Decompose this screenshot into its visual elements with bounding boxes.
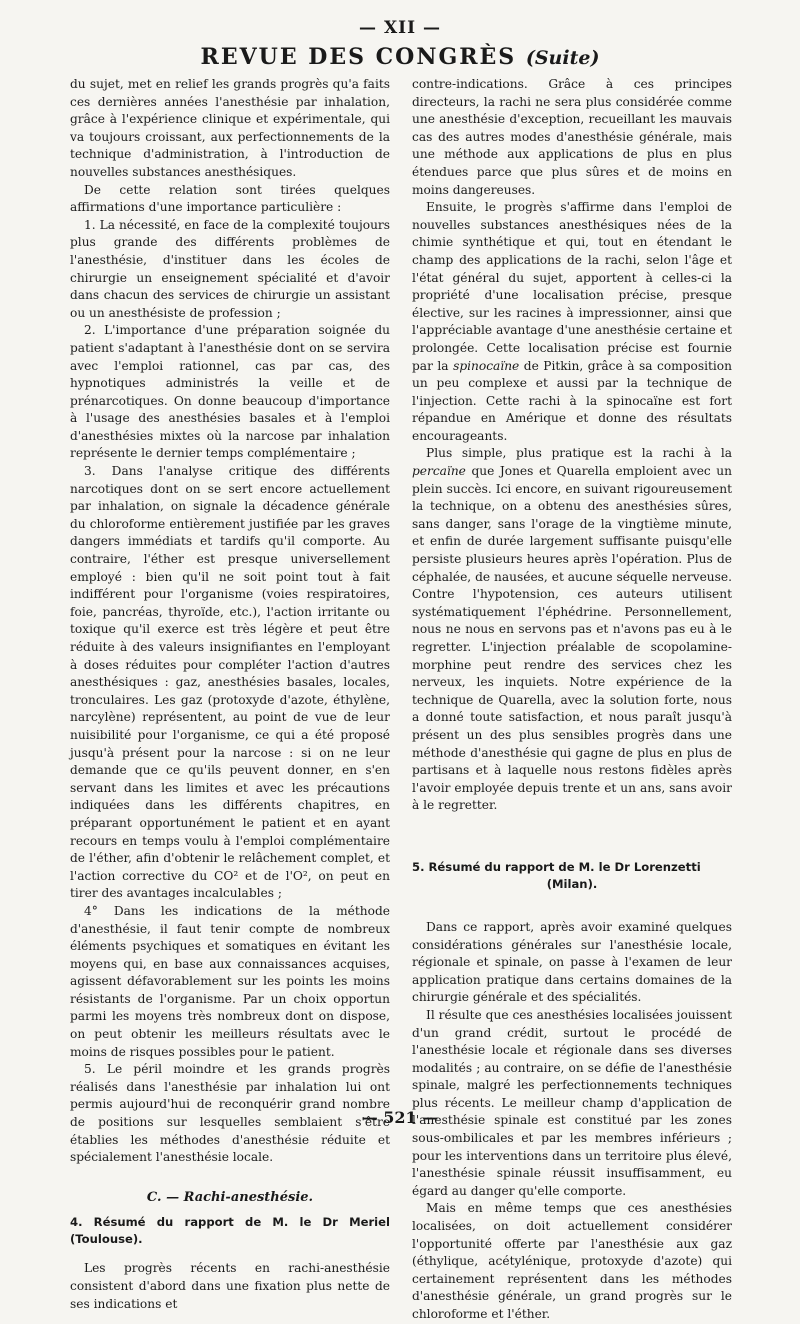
right-paragraph-3 — [412, 445, 732, 814]
left-paragraph-7: 5. Le péril moindre et les grands progrès réalisés dans l'anesthésie par inhalation lui ont permis aujourd'hui de reconquérir grand nombre de positions sur lesquelles semblaient s'être établies les méthodes d'anesthésie réduite et spécialement l'anesthésie locale. — [70, 1062, 390, 1165]
left-paragraph-5: 3. Dans l'analyse critique des différents narcotiques dont on se sert encore actuellement par inhalation, on signale la décadence générale du chloroforme entièrement justifiée par les graves dangers immédiats et tardifs qu'il comporte. Au contraire, l'éther est presque universellement employé : bien qu'il ne soit point tout à fait indifférent pour l'organisme (voies respiratoires, foie, pancréas, thyroïde, etc.), l'action irritante ou toxique qu'il exerce est très légère et peut être réduite à des valeurs insignifiantes en l'employant à doses réduites pour compléter l'action d'autres anesthésiques : gaz, anesthésies basales, locales, tronculaires. Les gaz (protoxyde d'azote, éthylène, narcylène) représentent, au point de vue de leur nuisibilité pour l'organisme, ce qui a été proposé jusqu'à présent pour la narcose : si on ne leur demande que ce qu'ils peuvent donner, en s'en servant dans les limites et avec les précautions indiquées dans les différents chapitres, en préparant opportunément le patient et en ayant recours en temps voulu à l'emploi complémentaire de l'éther, afin d'obtenir le relâchement complet, et l'action corrective du CO² et de l'O², on peut en tirer des avantages incalculables ; — [70, 464, 390, 901]
left-paragraph-1: du sujet, met en relief les grands progrès qu'a faits ces dernières années l'anesthésie par inhalation, grâce à l'expérience clinique et expérimentale, qui va toujours croissant, aux perfectionnements de la technique d'administration, à l'introduction de nouvelles substances anesthésiques. — [70, 77, 390, 179]
spacer — [412, 905, 732, 919]
left-paragraph-4: 2. L'importance d'une préparation soignée du patient s'adaptant à l'anesthésie dont on se servira avec l'emploi rationnel, cas par cas, des hypnotiques administrés la veille et de prénarcotiques. On donne beaucoup d'importance à l'usage des anesthésies basales et à l'emploi d'anesthésies mixtes où la narcose par inhalation représente le dernier temps complémentaire ; — [70, 323, 390, 461]
right-paragraph-3-end: que Jones et Quarella emploient avec un plein succès. Ici encore, en suivant rigoureusement la technique, on a obtenu des anesthésies sûres, sans danger, sans l'orage de la vingtième minute, et enfin de durée largement suffisante puisqu'elle persiste plusieurs heures après l'opération. Plus de céphalée, de nausées, et aucune séquelle nerveuse. Contre l'hypotension, ces auteurs utilisent systématiquement l'éphédrine. Personnellement, nous ne nous en servons pas et n'avons pas eu à le regretter. L'injection préalable de scopolamine-morphine peut rendre des services chez les nerveux, les inquiets. Notre expérience de la technique de Quarella, avec la solution forte, nous a donné toute satisfaction, et nous paraît jusqu'à présent un des plus sensibles progrès dans une méthode d'anesthésie qui gagne de plus en plus de partisans et à laquelle nous restons fidèles après l'avoir employée depuis trente et un ans, sans avoir à le regretter. — [412, 464, 732, 813]
spinocaine-term: spinocaïne — [453, 358, 520, 373]
right-column — [412, 76, 732, 1324]
page-number: — 521 — — [361, 1108, 439, 1127]
right-paragraph-4: Dans ce rapport, après avoir examiné quelques considérations générales sur l'anesthésie locale, régionale et spinale, on passe à l'examen de leur application pratique dans certains domaines de la chirurgie générale et des spécialités. — [412, 919, 732, 1005]
report-5-title-line2: (Milan). — [546, 876, 598, 891]
page-roman-number: — XII — — [359, 18, 441, 38]
left-column — [70, 76, 390, 1313]
right-paragraph-3-start: Plus simple, plus pratique est la rachi à la — [426, 446, 732, 461]
report-4-title: 4. Résumé du rapport de M. le Dr Meriel (Toulouse). — [70, 1215, 390, 1247]
left-paragraph-8: Les progrès récents en rachi-anesthésie consistent d'abord dans une fixation plus nette de ses indications et — [70, 1261, 390, 1311]
right-paragraph-5: Il résulte que ces anesthésies localisées jouissent d'un grand crédit, surtout le procédé de l'anesthésie locale et régionale dans ses diverses modalités ; au contraire, on se défie de l'anesthésie spinale, malgré les perfectionnements techniques plus récents. Le meilleur champ d'application de l'anesthésie spinale est constitué par les zones sous-ombilicales et par les membres inférieurs ; pour les interventions dans un territoire plus élevé, l'anesthésie spinale réussit insuffisamment, eu égard au danger qu'elle comporte. — [412, 1007, 732, 1198]
spacer — [412, 815, 732, 859]
report-5-title — [412, 859, 732, 893]
right-paragraph-6: Mais en même temps que ces anesthésies localisées, on doit actuellement considérer l'opportunité offerte par l'anesthésie aux gaz (éthylique, acétylénique, protoxyde d'azote) qui certainement représentent dans les méthodes d'anesthésie générale, un grand progrès sur le chloroforme et l'éther. — [412, 1201, 732, 1321]
right-paragraph-2-text: Ensuite, le progrès s'affirme dans l'emploi de nouvelles substances anesthésiques nées de la chimie synthétique et qui, tout en étendant le champ des applications de la rachi, selon l'âge et l'état général du sujet, apportent à celles-ci la propriété d'une localisation précise, presque élective, sur les racines à impressionner, ainsi que l'appréciable avantage d'une anesthésie certaine et prolongée. Cette localisation précise est fournie par la — [412, 200, 732, 373]
percaine-term: percaïne — [412, 464, 466, 479]
report-5-title-line1: 5. Résumé du rapport de M. le Dr Lorenzetti — [412, 859, 701, 874]
right-paragraph-2-end: de Pitkin, grâce à sa composition un peu complexe et aussi par la technique de l'injection. Cette rachi à la spinocaïne est fort répandue en Amérique et donne des résultats encourageants. — [412, 358, 732, 443]
right-paragraph-1: contre-indications. Grâce à ces principes directeurs, la rachi ne sera plus considérée comme une anesthésie d'exception, recueillant les mauvais cas des autres modes d'anesthésie générale, mais une méthode aux applications de plus en plus étendues parce que plus sûres et de moins en moins dangereuses. — [412, 77, 732, 197]
left-paragraph-3: 1. La nécessité, en face de la complexité toujours plus grande des différents problèmes de l'anesthésie, d'instituer dans les écoles de chirurgie un enseignement spécialité et d'avoir dans chacun des services de chirurgie un assistant ou un anesthésiste de profession ; — [70, 217, 390, 320]
section-title-rachi: C. — Rachi-anesthésie. — [146, 1189, 314, 1205]
page-title — [0, 44, 800, 70]
right-paragraph-2 — [412, 199, 732, 445]
page-title-suite: (Suite) — [525, 47, 600, 69]
page-title-main: REVUE DES CONGRÈS — [200, 44, 517, 70]
left-paragraph-2: De cette relation sont tirées quelques affirmations d'une importance particulière : — [70, 182, 390, 215]
left-paragraph-6: 4° Dans les indications de la méthode d'anesthésie, il faut tenir compte de nombreux éléments psychiques et somatiques en évitant les moyens qui, en base aux connaissances acquises, agissent défavorablement sur les points les moins résistants de l'organisme. Par un choix opportun parmi les moyens très nombreux dont on dispose, on peut obtenir les meilleurs résultats avec le moins de risques possibles pour le patient. — [70, 903, 390, 1059]
